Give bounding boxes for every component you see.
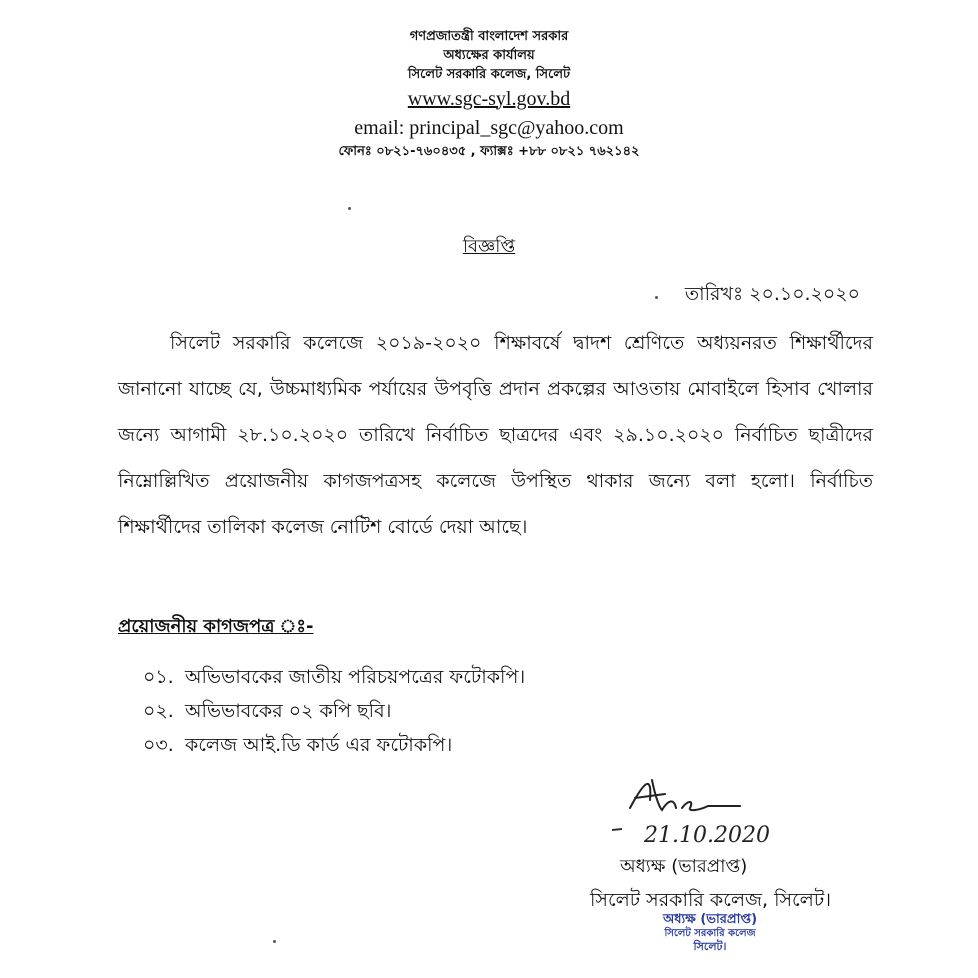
list-item-number: ০৩. [143, 734, 174, 756]
handwritten-date: 21.10.2020 [644, 823, 770, 848]
stamp-line-2: সিলেট সরকারি কলেজ [664, 927, 756, 939]
notice-date: তারিখঃ ২০.১০.২০২০ [684, 283, 860, 305]
letterhead [0, 28, 978, 161]
phone-fax-text: ফোনঃ ০৮২১-৭৬০৪৩৫ , ফ্যাক্সঃ +৮৮ ০৮২১ ৭৬২১৪২ [338, 143, 640, 159]
official-stamp [640, 912, 780, 953]
website-link[interactable]: www.sgc-syl.gov.bd [407, 87, 571, 110]
list-item [143, 660, 525, 694]
scan-speck [655, 296, 658, 299]
list-item-text: অভিভাবকের ০২ কপি ছবি। [185, 700, 392, 722]
dash-mark [612, 829, 622, 830]
notice-body-text: সিলেট সরকারি কলেজে ২০১৯-২০২০ শিক্ষাবর্ষে দ্বাদশ শ্রেণিতে অধ্যয়নরত শিক্ষার্থীদের জানানো যাচ্ছে যে, উচ্চমাধ্যমিক পর্যায়ের উপবৃত্তি প্রদান প্রকল্পের আওতায় মোবাইলে হিসাব খোলার জন্যে আগামী ২৮.১০.২০২০ তারিখে নির্বাচিত ছাত্রদের এবং ২৯.১০.২০২০ নির্বাচিত ছাত্রীদের নিম্নোল্লিখিত প্রয়োজনীয় কাগজপত্রসহ কলেজে উপস্থিত থাকার জন্যে বলা হলো। নির্বাচিত শিক্ষার্থীদের তালিকা কলেজ নোটিশ বোর্ডে দেয়া আছে। [118, 332, 873, 538]
scan-speck [273, 940, 276, 943]
list-item-text: অভিভাবকের জাতীয় পরিচয়পত্রের ফটোকপি। [185, 666, 526, 688]
notice-body [118, 320, 873, 550]
email-text: email: principal_sgc@yahoo.com [354, 116, 624, 139]
scan-speck [348, 207, 351, 210]
list-item-number: ০১. [143, 666, 174, 688]
requirements-list [143, 660, 525, 762]
list-item [143, 694, 525, 728]
signatory-title: অধ্যক্ষ (ভারপ্রাপ্ত) [620, 856, 748, 877]
list-item [143, 728, 525, 762]
college-name: সিলেট সরকারি কলেজ, সিলেট [407, 66, 571, 82]
handwritten-signature [590, 770, 890, 850]
signatory-org: সিলেট সরকারি কলেজ, সিলেট। [590, 889, 831, 911]
stamp-line-3: সিলেট। [693, 939, 727, 953]
list-item-number: ০২. [143, 700, 174, 722]
requirements-title: প্রয়োজনীয় কাগজপত্র ঃ- [118, 616, 314, 637]
list-item-text: কলেজ আই.ডি কার্ড এর ফটোকপি। [185, 734, 453, 756]
government-name: গণপ্রজাতন্ত্রী বাংলাদেশ সরকার [409, 29, 569, 44]
notice-title: বিজ্ঞপ্তি [462, 236, 516, 257]
office-name: অধ্যক্ষের কার্যালয় [443, 47, 535, 63]
stamp-line-1: অধ্যক্ষ (ভারপ্রাপ্ত) [662, 912, 758, 927]
